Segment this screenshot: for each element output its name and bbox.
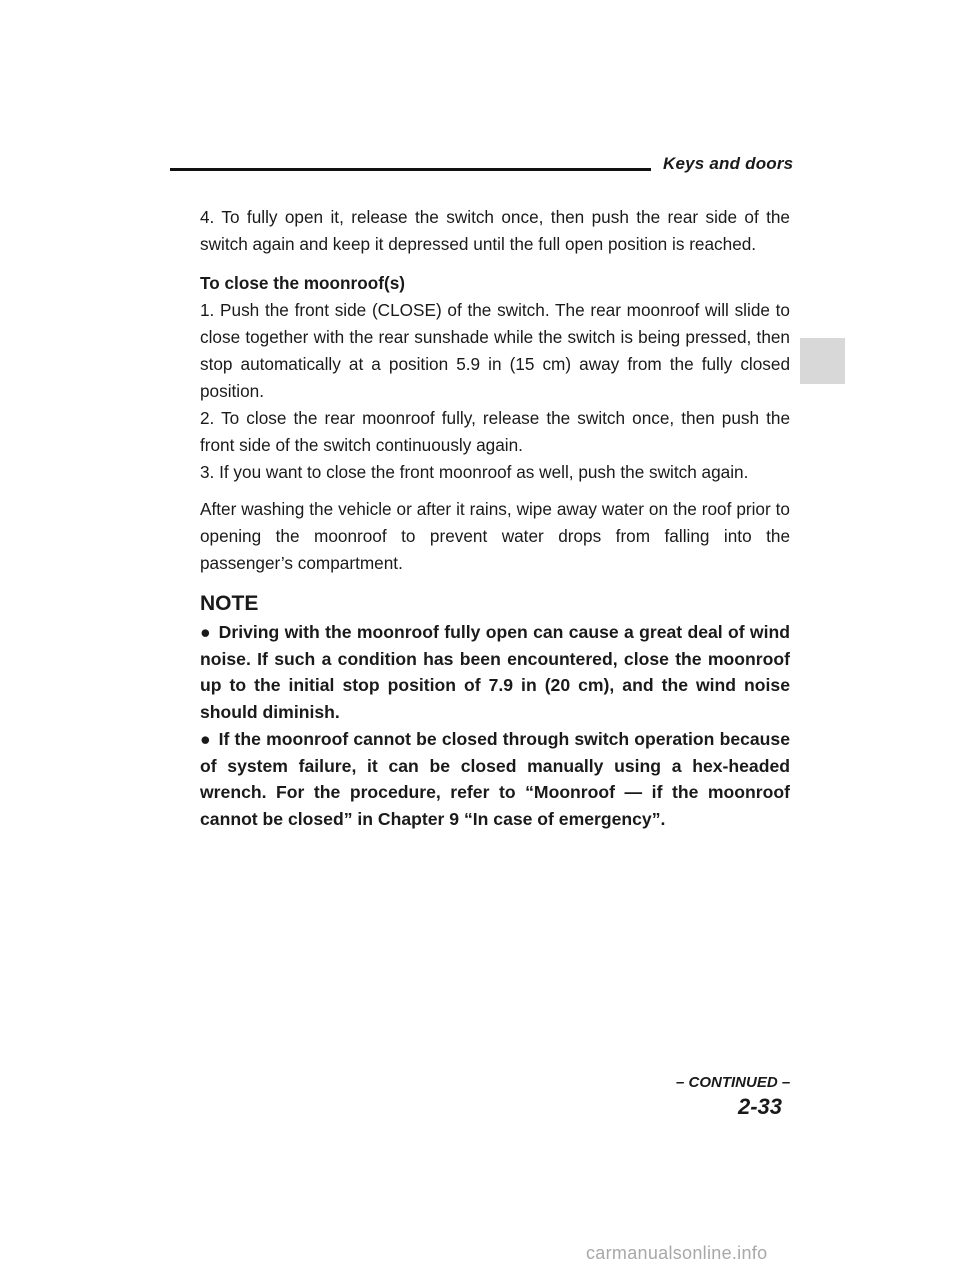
close-step-1: 1. Push the front side (CLOSE) of the switch. The rear moonroof will slide to close together with the rear sunshade while the switch is being pressed, then stop automatically at a position 5.9 in (15 cm) away from the fully closed position. bbox=[200, 300, 790, 401]
section-title: Keys and doors bbox=[663, 154, 794, 173]
note-item-text: If the moonroof cannot be closed through switch operation because of system failure, it can be closed manually using a hex-headed wrench. For the procedure, refer to “Moonroof — if the moonroof cannot be closed” in Chapter 9 “In case of emergency”. bbox=[200, 728, 790, 829]
close-step-2: 2. To close the rear moonroof fully, release the switch once, then push the front side of the switch continuously again. bbox=[200, 408, 790, 455]
continued-label: – CONTINUED – bbox=[676, 1074, 791, 1091]
header-rule bbox=[170, 168, 651, 171]
step-4-paragraph: 4. To fully open it, release the switch once, then push the rear side of the switch again and keep it depressed until the full open position is reached. bbox=[200, 207, 790, 254]
note-item-text: Driving with the moonroof fully open can cause a great deal of wind noise. If such a condition has been encountered, close the moonroof up to the initial stop position of 7.9 in (20 cm), and the wind noise should diminish. bbox=[200, 622, 790, 723]
close-step-3: 3. If you want to close the front moonroof as well, push the switch again. bbox=[200, 462, 749, 482]
note-item bbox=[200, 619, 790, 726]
bullet-icon: ● bbox=[200, 728, 211, 749]
note-item bbox=[200, 726, 790, 833]
note-heading: NOTE bbox=[200, 592, 259, 615]
page-number: 2-33 bbox=[738, 1094, 783, 1119]
bullet-icon: ● bbox=[200, 622, 211, 642]
chapter-thumb-tab bbox=[800, 338, 845, 384]
page-content bbox=[200, 204, 790, 833]
watermark: carmanualsonline.info bbox=[586, 1243, 768, 1263]
close-moonroof-heading: To close the moonroof(s) bbox=[200, 273, 405, 293]
after-washing-paragraph: After washing the vehicle or after it rains, wipe away water on the roof prior to opening the moonroof to prevent water drops from falling into the passenger’s compartment. bbox=[200, 499, 790, 573]
